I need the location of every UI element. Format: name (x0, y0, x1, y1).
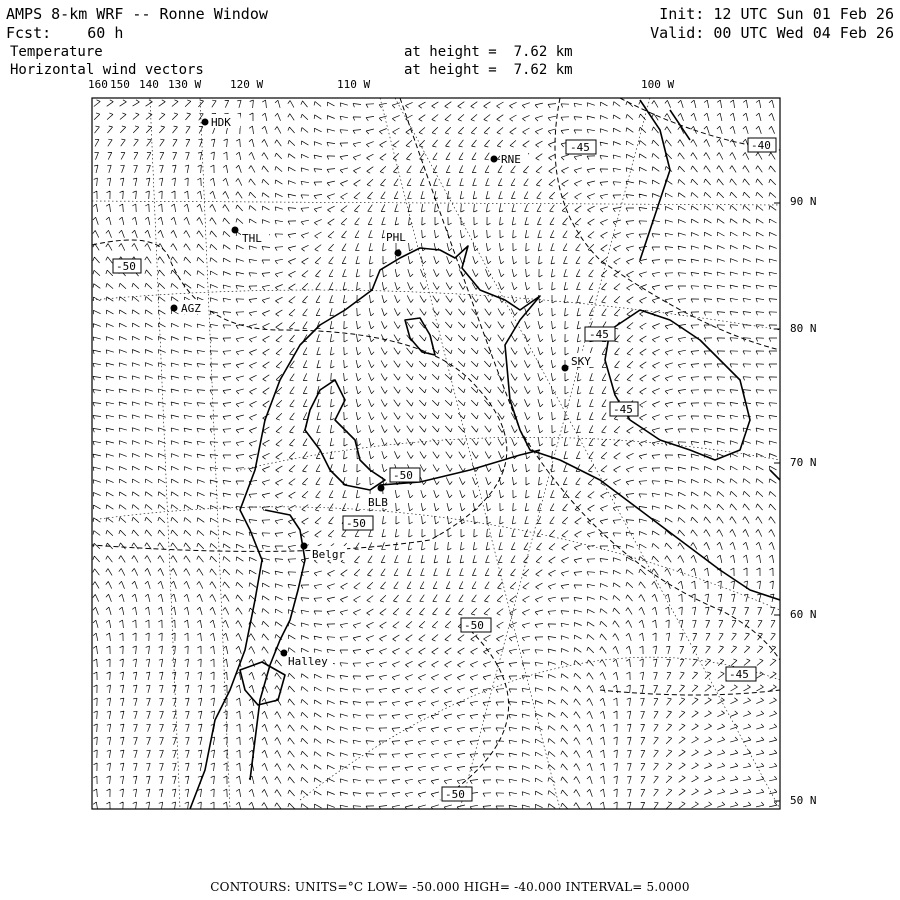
graticule (92, 98, 780, 809)
map-title: AMPS 8-km WRF -- Ronne Window (6, 5, 268, 23)
contour-label-2 (748, 138, 776, 152)
svg-text:-50: -50 (464, 619, 484, 632)
station-markers (171, 114, 599, 668)
lat-label-70n: 70 N (790, 456, 817, 469)
contour-label-10 (442, 787, 472, 801)
wind-barbs (93, 100, 777, 810)
wind-barb-field (93, 100, 777, 810)
station-label: SKY (571, 355, 591, 368)
svg-text:-50: -50 (346, 517, 366, 530)
svg-text:-45: -45 (613, 403, 633, 416)
contour-label-4 (585, 327, 615, 341)
init-time: Init: 12 UTC Sun 01 Feb 26 (659, 5, 894, 23)
station-label: Halley (288, 655, 328, 668)
contour-legend: CONTOURS: UNITS=°C LOW= -50.000 HIGH= -40.000 INTERVAL= 5.0000 (210, 880, 690, 894)
station-label: PHL (386, 231, 406, 244)
fcst-label: Fcst: (6, 24, 52, 42)
contour-label-6 (390, 468, 420, 482)
station-label: HDK (211, 116, 231, 129)
lat-label-80n: 80 N (790, 322, 817, 335)
station-phl (385, 229, 413, 257)
lat-label-60n: 60 N (790, 608, 817, 621)
contour-label-9 (726, 667, 756, 681)
station-thl (232, 227, 270, 246)
fcst-value: 60 h (87, 24, 124, 42)
field-name-temperature: Temperature (10, 44, 103, 60)
station-label: RNE (501, 153, 521, 166)
station-sky (562, 353, 599, 372)
station-label: BLB (368, 496, 388, 509)
contour-label-5 (610, 402, 638, 416)
lon-label-150: 150 (110, 78, 130, 91)
lat-label-50n: 50 N (790, 794, 817, 807)
svg-text:-40: -40 (751, 139, 771, 152)
temperature-contours (92, 98, 780, 800)
height-label-wind: at height = 7.62 km (404, 62, 573, 78)
svg-text:-45: -45 (729, 668, 749, 681)
field-name-wind: Horizontal wind vectors (10, 62, 204, 78)
station-hdk (202, 114, 241, 129)
lat-label-90n: 90 N (790, 195, 817, 208)
svg-text:-45: -45 (589, 328, 609, 341)
contour-label-8 (461, 618, 491, 632)
lon-label-130w: 130 W (168, 78, 202, 91)
station-blb (367, 485, 393, 510)
valid-time: Valid: 00 UTC Wed 04 Feb 26 (650, 24, 894, 42)
station-label: THL (242, 232, 262, 245)
contour-labels (113, 138, 776, 801)
svg-text:-50: -50 (445, 788, 465, 801)
station-rne (491, 151, 529, 166)
lon-label-140: 140 (139, 78, 159, 91)
svg-text:-50: -50 (393, 469, 413, 482)
contour-label-1 (566, 140, 596, 154)
lon-label-100w: 100 W (641, 78, 675, 91)
height-label-temperature: at height = 7.62 km (404, 44, 573, 60)
svg-text:-50: -50 (116, 260, 136, 273)
svg-text:-45: -45 (570, 141, 590, 154)
contour-label-3 (113, 259, 141, 273)
station-label: Belgr (312, 548, 346, 561)
lon-label-120w: 120 W (230, 78, 264, 91)
lon-label-160: 160 (88, 78, 108, 91)
station-halley (281, 650, 334, 669)
station-label: AGZ (181, 302, 201, 315)
contour-label-7 (343, 516, 373, 530)
lon-label-110w: 110 W (337, 78, 371, 91)
